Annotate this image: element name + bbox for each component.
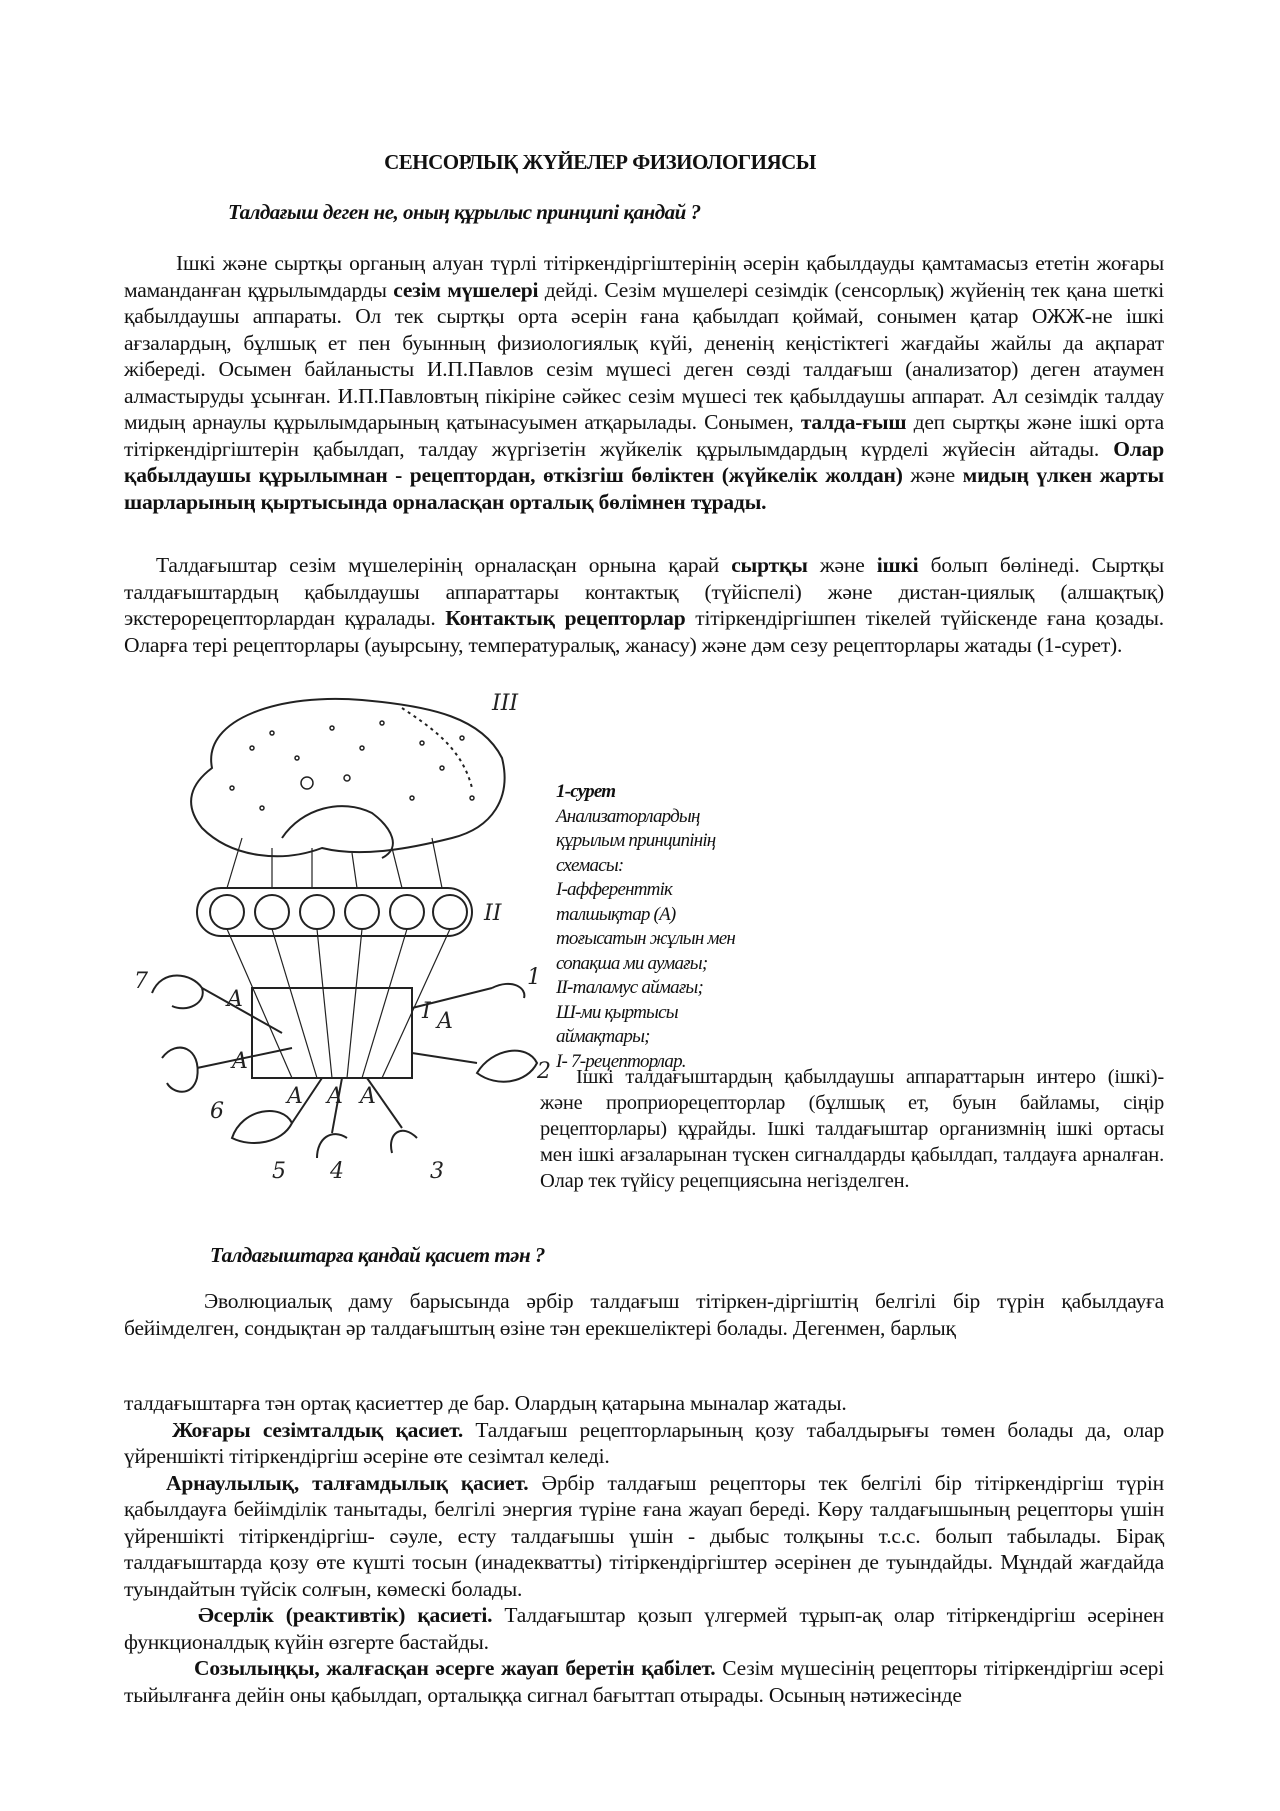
section-question-2: Талдағыштарға қандай қасиет тән ? [210, 1243, 545, 1267]
bold-term: мидың үлкен жарты шарларының қыртысында орналасқан орталық бөлімнен тұрады. [124, 463, 1165, 514]
caption-line: сопақша ми аумағы; [556, 952, 708, 974]
receptor-6 [162, 1048, 198, 1092]
label-3: 3 [430, 1159, 444, 1184]
caption-line: талшықтар (А) [556, 903, 676, 925]
bold-term: Олар қабылдаушы құрылымнан - рецептордан, өткізгіш бөліктен (жүйкелік жолдан) [124, 436, 1164, 487]
label-A: A [437, 1009, 453, 1034]
text-run: Ішкі және сыртқы органың алуан түрлі тітіркендіргіштерінің әсерін қабылдауды қамтамасыз ететін жоғары маманданған құрылымдарды [124, 251, 1164, 302]
label-II: II [484, 901, 502, 926]
bold-term: ішкі [876, 553, 919, 577]
label-A: A [227, 987, 243, 1012]
paragraph-external-internal [124, 552, 1164, 658]
receptor-2 [477, 1051, 537, 1082]
label-A: A [232, 1049, 248, 1074]
paragraph-evolution [124, 1288, 1164, 1341]
analyzer-schema-figure [132, 688, 552, 1188]
text-run: Талдағыштар қозып үлгермей тұрып-ақ олар тітіркендіргіш әсерінен функционалдық күйін өзгерте бастайды. [124, 1603, 1164, 1654]
bold-term: сезім мүшелері [393, 277, 539, 302]
label-A: A [360, 1084, 376, 1109]
paragraph-text: Эволюциалық даму барысында әрбір талдағыш тітіркен-діргіштің белгілі бір түрін қабылдауға бейімделген, сондықтан әр талдағыштың өзіне тән ерекшеліктері болады. Дегенмен, барлық [124, 1289, 1164, 1340]
text-run: деп сыртқы және ішкі орта тітіркендіргіштерін қабылдап, талдау жүргізетін жүйкелік құрылымдардың күрделі жүйесін айтады. [124, 410, 1164, 461]
text-run: Сезім мүшесінің рецепторы тітіркендіргіш әсері тыйылғанға дейін оны қабылдап, орталыққа сигнал бағыттап отырады. Осының нәтижесінде [124, 1656, 1164, 1707]
bold-term: Созылыңқы, жалғасқан әсерге жауап беретін қабілет. [194, 1656, 716, 1680]
caption-line: Анализаторлардың [556, 805, 700, 827]
receptor-1 [492, 984, 524, 998]
caption-line: І-афференттік [556, 879, 673, 900]
label-1: 1 [527, 965, 541, 990]
label-A: A [327, 1084, 343, 1109]
label-7: 7 [134, 969, 148, 994]
figure-caption [556, 780, 796, 1074]
bold-term: Арнаулылық, талғамдылық қасиет. [166, 1470, 529, 1495]
bold-term: сыртқы [731, 553, 808, 577]
paragraph-intro [124, 250, 1164, 515]
text-run: және [902, 463, 963, 487]
label-III: III [492, 691, 519, 716]
label-6: 6 [210, 1099, 224, 1124]
receptor-4 [317, 1134, 347, 1158]
paragraph-text: Ішкі талдағыштардың қабылдаушы аппараттарын интеро (ішкі)-және проприорецепторлар (бұлшық ет, буын байламы, сіңір рецепторлары) құрайды. Ішкі талдағыштар организмнің ішкі ортасы мен ішкі ағзаларынан түскен сигналдарды қабылдап, талдауға арналған. Олар тек түйісу рецепциясына негізделген. [540, 1066, 1164, 1192]
property-reactivity [124, 1602, 1164, 1655]
text-run: Талдағыш рецепторларының қозу табалдырығы төмен болады да, олар үйреншікті тітіркендіргіш әсеріне өте сезімтал келеді. [124, 1417, 1164, 1468]
caption-line: құрылым принципінің [556, 830, 716, 851]
property-continuity [124, 1655, 1164, 1708]
paragraph-text: талдағыштарға тән ортақ қасиеттер де бар. Олардың қатарына мыналар жатады. [124, 1391, 847, 1415]
receptor-7 [152, 976, 203, 1009]
analyzer-schema-drawing [132, 688, 552, 1188]
brain-cortex [191, 699, 504, 856]
caption-line: схемасы: [556, 854, 624, 876]
text-run: Талдағыштар сезім мүшелерінің орналасқан орнына қарай [156, 553, 732, 577]
caption-line: І- 7-рецепторлар. [556, 1050, 686, 1072]
label-2: 2 [537, 1059, 551, 1084]
caption-line: тоғысатын жұлын мен [556, 928, 735, 949]
caption-line: ІІ-таламус аймағы; [556, 977, 704, 998]
bold-term: Әсерлік (реактивтік) қасиеті. [198, 1603, 493, 1627]
text-run: дейді. Сезім мүшелері сезімдік (сенсорлық) жүйенің тек қана шеткі қабылдаушы аппараты. Ол тек сыртқы орта әсерін ғана қабылдап қоймай, сонымен қатар ОЖЖ-не ішкі ағзалардың, бұлшық ет пен буынның физиологиялық күйі, дененің кеңістіктегі жағдайы жайлы да ақпарат жібереді. Осымен байланысты И.П.Павлов сезім мүшесі деген сөзді талдағыш (анализатор) деген атаумен алмастыруды ұсынған. И.П.Павловтың пікіріне сәйкес сезім мүшесі тек қабылдаушы аппарат. Ал сезімдік талдау мидың арнаулы құрылымдарының қатынасуымен атқарылады. Сонымен, [124, 277, 1164, 434]
label-I: I [422, 999, 431, 1024]
text-run: Әрбір талдағыш рецепторы тек белгілі бір тітіркендіргіш түрін қабылдауға бейімділік танытады, белгілі энергия түріне ғана жауап береді. Көру талдағышының рецепторы үшін үйреншікті тітіркендіргіш- сәуле, есту талдағышы үшін - дыбыс толқыны т.с.с. болып табылады. Бірақ талдағыштарда қозу өте күшті тосын (инадекватты) тітіркендіргіштер әсерінен де туындайды. Мұндай жағдайда туындайтын түйсік солғын, көмескі болады. [124, 1470, 1164, 1601]
text-run: тітіркендіргішпен тікелей түйіскенде ғана қозады. Оларға тері рецепторлары (ауырсыну, температуралық, жанасу) және дәм сезу рецепторлары жатады (1-сурет). [124, 606, 1164, 657]
text-run: болып бөлінеді. Сыртқы талдағыштардың қабылдаушы аппараттары контактық (түйіспелі) және дистан-циялық (алшақтық) экстерорецепторлардан құралады. [124, 553, 1165, 630]
paragraph-internal-analyzers [540, 1064, 1164, 1194]
text-run: және [807, 553, 877, 577]
figure-caption-title: 1-сурет [556, 781, 616, 802]
label-5: 5 [272, 1159, 286, 1184]
caption-line: аймақтары; [556, 1026, 650, 1047]
section-question-1: Талдағыш деген не, оның құрылыс принципі қандай ? [228, 200, 701, 224]
bold-term: Жоғары сезімталдық қасиет. [172, 1417, 464, 1442]
receptor-5 [232, 1111, 292, 1143]
bold-term: талда-ғыш [800, 410, 907, 434]
property-specificity [124, 1470, 1164, 1603]
page-title: СЕНСОРЛЫҚ ЖҮЙЕЛЕР ФИЗИОЛОГИЯСЫ [384, 150, 816, 174]
caption-line: Ш-ми қыртысы [556, 1001, 678, 1023]
property-sensitivity [124, 1417, 1164, 1470]
label-A: A [287, 1084, 303, 1109]
label-4: 4 [330, 1159, 344, 1184]
bold-term: Контактық рецепторлар [445, 606, 686, 630]
receptor-3 [391, 1131, 417, 1153]
properties-list [124, 1390, 1164, 1708]
